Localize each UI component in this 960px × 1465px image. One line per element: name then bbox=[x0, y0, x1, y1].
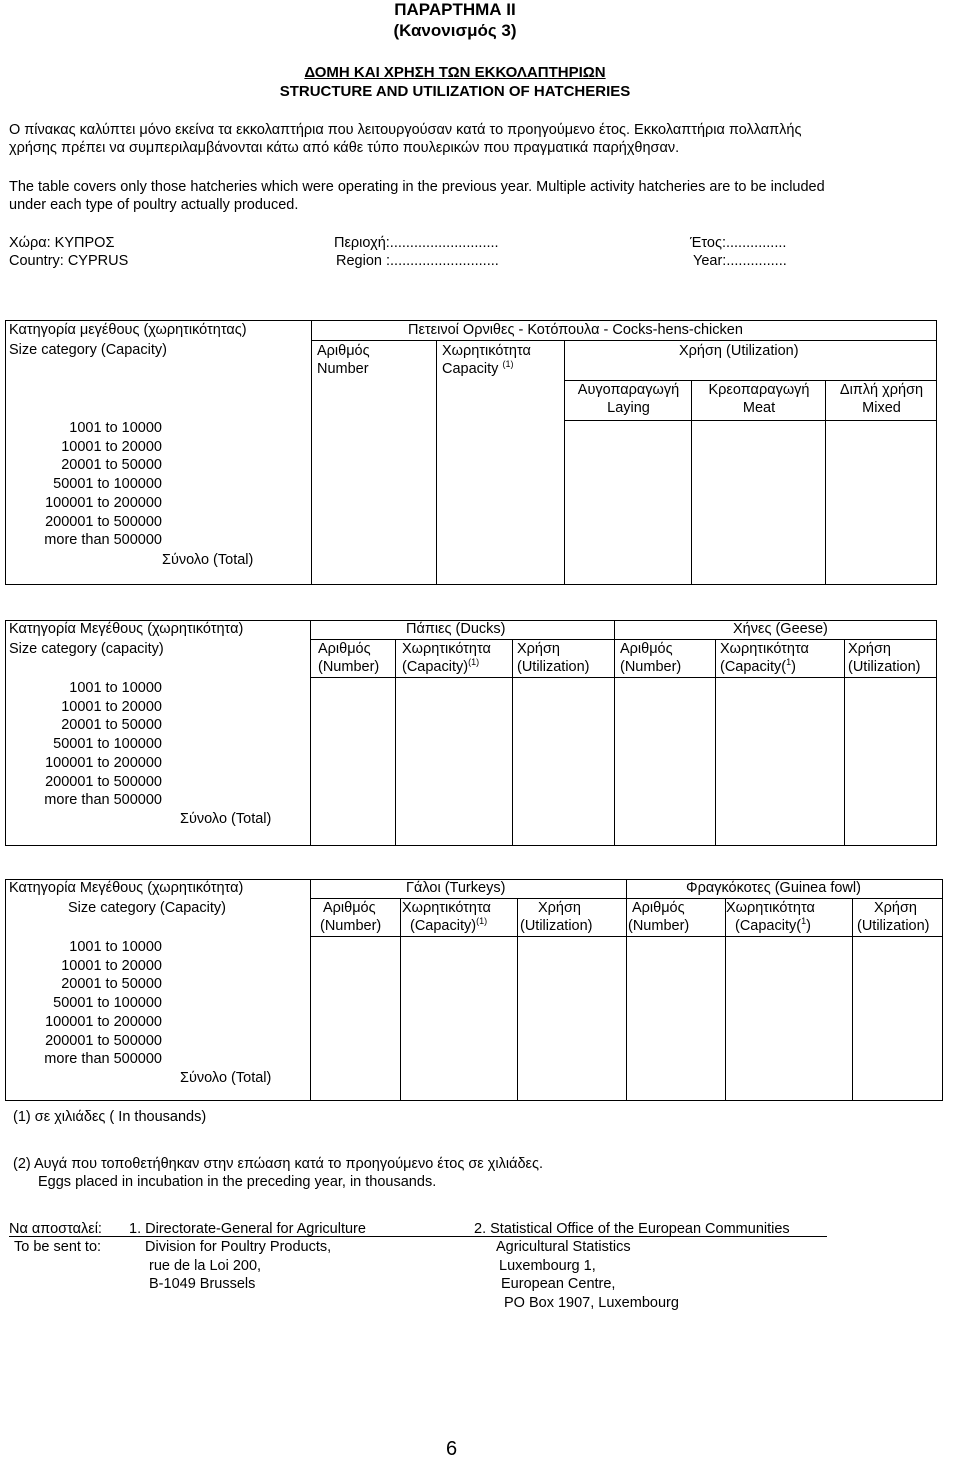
table1-number-gr: Αριθμός bbox=[317, 343, 370, 359]
table2-ducks-util-en: (Utilization) bbox=[517, 659, 590, 675]
table2-total: Σύνολο (Total) bbox=[180, 811, 272, 827]
address2-line2: Agricultural Statistics bbox=[496, 1239, 631, 1255]
annex-title: ΠΑΡΑΡΤΗΜΑ II bbox=[394, 0, 516, 19]
table2-geese-capacity-gr: Χωρητικότητα bbox=[720, 641, 809, 657]
table2-geese-util-en: (Utilization) bbox=[848, 659, 921, 675]
address2-line4: European Centre, bbox=[501, 1276, 616, 1292]
table1-meat-en: Meat bbox=[742, 400, 776, 416]
table3-total: Σύνολο (Total) bbox=[180, 1070, 272, 1086]
region-greek: Περιοχή:........................... bbox=[334, 235, 499, 251]
table2-geese-number-gr: Αριθμός bbox=[620, 641, 673, 657]
table1-capacity-gr: Χωρητικότητα bbox=[442, 343, 531, 359]
table2-geese-util-gr: Χρήση bbox=[848, 641, 891, 657]
intro-greek-line2: χρήσης πρέπει να συμπεριλαμβάνονται κάτω από κάθε τύπο πουλερικών που πραγματικά παρήχθησαν. bbox=[9, 140, 680, 156]
table3-turkeys-number-gr: Αριθμός bbox=[323, 900, 376, 916]
table3-guinea-number-gr: Αριθμός bbox=[632, 900, 685, 916]
heading-greek: ΔΟΜΗ ΚΑΙ ΧΡΗΣΗ ΤΩΝ ΕΚΚΟΛΑΠΤΗΡΙΩΝ bbox=[304, 64, 606, 81]
annex-subtitle: (Κανονισμός 3) bbox=[393, 21, 517, 40]
country-greek: Χώρα: ΚΥΠΡΟΣ bbox=[9, 235, 115, 251]
table2-ducks-number-gr: Αριθμός bbox=[318, 641, 371, 657]
table3-guinea-capacity-en: (Capacity( bbox=[735, 918, 802, 934]
address2-line5: PO Box 1907, Luxembourg bbox=[504, 1295, 679, 1311]
year-greek: Έτος:............... bbox=[690, 235, 787, 251]
send-label-en: To be sent to: bbox=[14, 1239, 102, 1255]
table2-geese-number-en: (Number) bbox=[620, 659, 682, 675]
table3-turkeys-label: Γάλοι (Turkeys) bbox=[406, 880, 506, 896]
table3-guinea-number-en: (Number) bbox=[628, 918, 690, 934]
table1-category-gr: Κατηγορία μεγέθους (χωρητικότητας) bbox=[9, 322, 247, 338]
table3-turkeys-capacity-en: (Capacity) bbox=[410, 918, 477, 934]
intro-english-line1: The table covers only those hatcheries which were operating in the previous year. Multiple activity hatcheries are to be included bbox=[9, 179, 825, 195]
table2-size-rows: 1001 to 10000 10001 to 20000 20001 to 50000 50001 to 100000 100001 to 200000 200001 to 500000 more than 500000 bbox=[44, 680, 162, 809]
table1-number-column bbox=[312, 341, 437, 585]
table3-category-en: Size category (Capacity) bbox=[68, 900, 226, 916]
table3-turkeys-number-en: (Number) bbox=[320, 918, 382, 934]
table3-guinea-util-en: (Utilization) bbox=[857, 918, 930, 934]
year-english: Year:............... bbox=[693, 253, 787, 269]
table1-capacity-en: Capacity bbox=[442, 361, 499, 377]
table1-laying-gr: Αυγοπαραγωγή bbox=[577, 382, 680, 398]
table1-laying-en: Laying bbox=[607, 400, 650, 416]
address2-line3: Luxembourg 1, bbox=[499, 1258, 596, 1274]
table2-category-en: Size category (capacity) bbox=[9, 641, 164, 657]
table3-turkeys-util-en: (Utilization) bbox=[520, 918, 593, 934]
table3-guinea-util-gr: Χρήση bbox=[874, 900, 917, 916]
table3-turkeys-capacity-gr: Χωρητικότητα bbox=[402, 900, 491, 916]
table1-meat-gr: Κρεοπαραγωγή bbox=[708, 382, 810, 398]
table3-category-gr: Κατηγορία Μεγέθους (χωρητικότητα) bbox=[9, 880, 244, 896]
table3-guinea-label: Φραγκόκοτες (Guinea fowl) bbox=[686, 880, 861, 896]
table2-category-gr: Κατηγορία Μεγέθους (χωρητικότητα) bbox=[9, 621, 244, 637]
heading-english: STRUCTURE AND UTILIZATION OF HATCHERIES bbox=[279, 83, 631, 100]
table2-ducks-util-gr: Χρήση bbox=[517, 641, 560, 657]
address1-line1: 1. Directorate-General for Agriculture bbox=[129, 1221, 366, 1237]
table2-ducks-number-en: (Number) bbox=[318, 659, 380, 675]
table2-ducks-capacity-gr: Χωρητικότητα bbox=[402, 641, 491, 657]
table1-utilization: Χρήση (Utilization) bbox=[679, 343, 799, 359]
table1-capacity-footnote: (1) bbox=[502, 359, 514, 370]
region-english: Region :........................... bbox=[336, 253, 499, 269]
page-number: 6 bbox=[446, 1438, 458, 1460]
table1-number-en: Number bbox=[317, 361, 369, 377]
table1-size-rows: 1001 to 10000 10001 to 20000 20001 to 50000 50001 to 100000 100001 to 200000 200001 to 500000 more than 500000 bbox=[44, 420, 162, 549]
table2-ducks-capacity-en: (Capacity) bbox=[402, 659, 469, 675]
address2-line1: 2. Statistical Office of the European Communities bbox=[474, 1221, 790, 1237]
table3-guinea-capacity-gr: Χωρητικότητα bbox=[726, 900, 815, 916]
address1-line2: Division for Poultry Products, bbox=[145, 1239, 332, 1255]
table2-geese-capacity-en: (Capacity( bbox=[720, 659, 787, 675]
table1-mixed-gr: Διπλή χρήση bbox=[839, 382, 924, 398]
country-english: Country: CYPRUS bbox=[9, 253, 129, 269]
table2-ducks-label: Πάπιες (Ducks) bbox=[406, 621, 506, 637]
footnote-2-english: Eggs placed in incubation in the preceding year, in thousands. bbox=[38, 1174, 437, 1190]
table1-group-label: Πετεινοί Ορνιθες - Κοτόπουλα - Cocks-hens-chicken bbox=[408, 322, 743, 338]
table1-mixed-en: Mixed bbox=[862, 400, 901, 416]
footnote-1: (1) σε χιλιάδες ( In thousands) bbox=[13, 1109, 207, 1125]
address1-line3: rue de la Loi 200, bbox=[149, 1258, 262, 1274]
table2-geese-label: Χήνες (Geese) bbox=[733, 621, 828, 637]
table1-total: Σύνολο (Total) bbox=[162, 552, 254, 568]
footnote-2: (2) Αυγά που τοποθετήθηκαν στην επώαση κατά το προηγούμενο έτος σε χιλιάδες. bbox=[13, 1156, 544, 1172]
table3-size-rows: 1001 to 10000 10001 to 20000 20001 to 50000 50001 to 100000 100001 to 200000 200001 to 500000 more than 500000 bbox=[44, 939, 162, 1068]
table3-turkeys-util-gr: Χρήση bbox=[538, 900, 581, 916]
address1-line4: B-1049 Brussels bbox=[149, 1276, 256, 1292]
table1-capacity-column bbox=[437, 341, 565, 585]
intro-english-line2: under each type of poultry actually produced. bbox=[9, 197, 299, 213]
table1-category-en: Size category (Capacity) bbox=[9, 342, 167, 358]
intro-greek-line1: Ο πίνακας καλύπτει μόνο εκείνα τα εκκολαπτήρια που λειτουργούσαν κατά το προηγούμενο έτος. Εκκολαπτήρια πολλαπλής bbox=[9, 122, 802, 138]
send-label-gr: Να αποσταλεί: bbox=[9, 1221, 102, 1237]
